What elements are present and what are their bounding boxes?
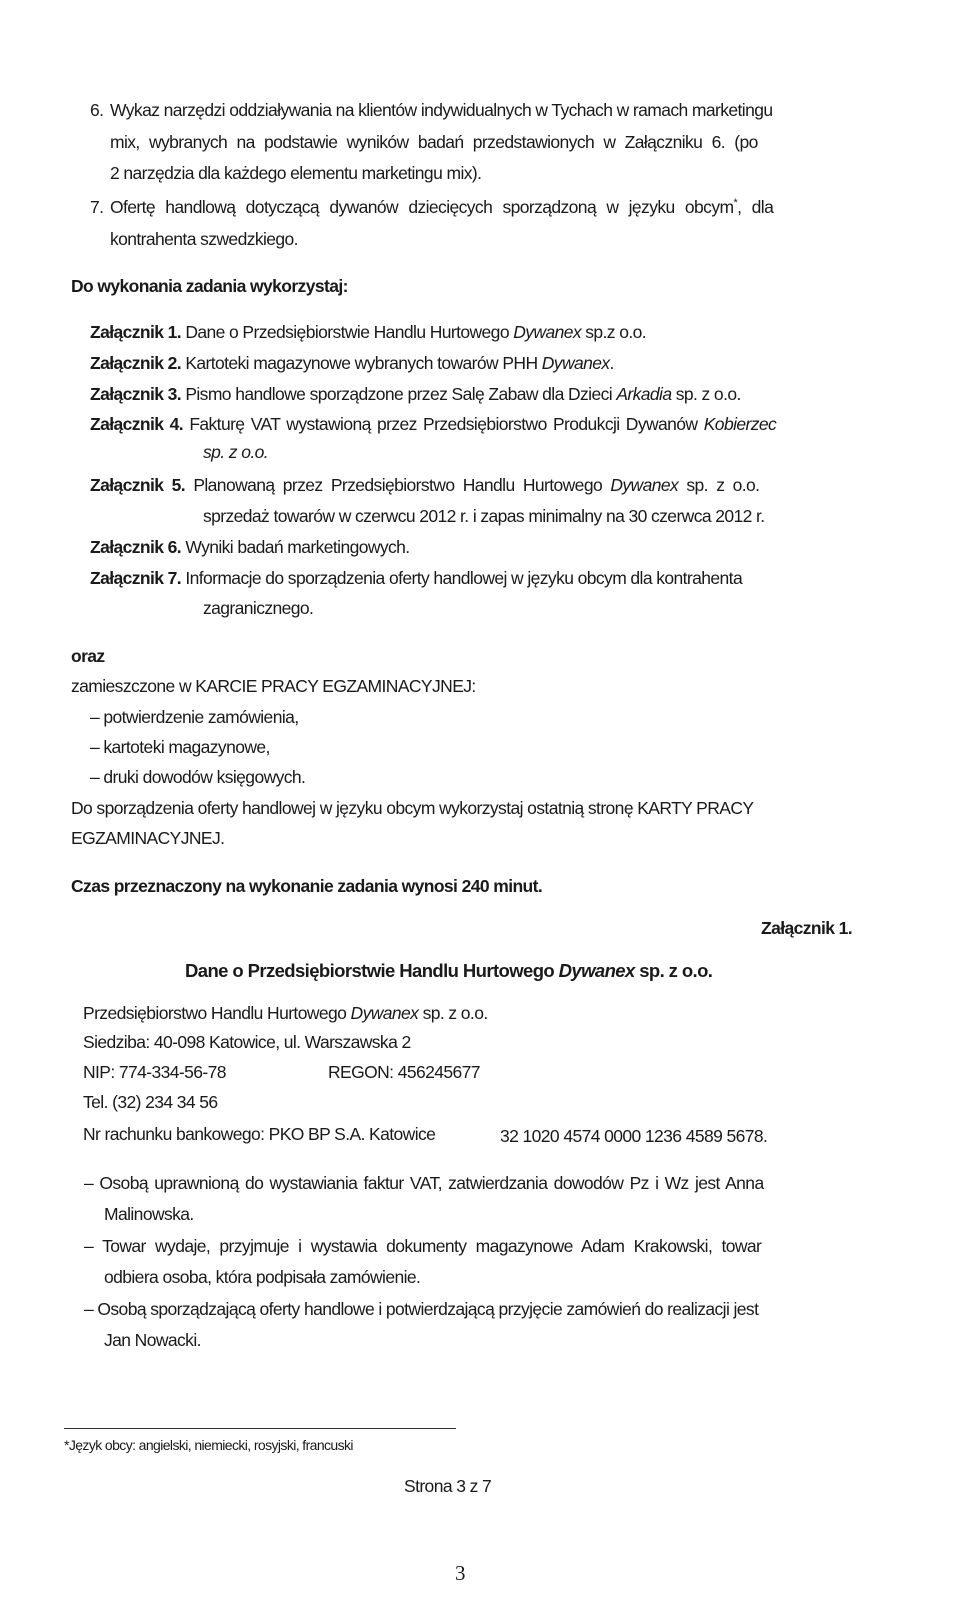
role-item-continuation: Jan Nowacki. xyxy=(104,1330,201,1350)
attachment-text: sp. z o.o. xyxy=(678,475,760,495)
attachment-text: sp.z o.o. xyxy=(581,322,647,342)
role-item-continuation: Malinowska. xyxy=(104,1204,194,1224)
offer-instruction: EGZAMINACYJNEJ. xyxy=(71,828,225,848)
attachment-title-part: sp. z o.o. xyxy=(634,960,713,981)
page-number: 3 xyxy=(455,1561,466,1585)
card-item: – kartoteki magazynowe, xyxy=(90,737,270,757)
attachment-title xyxy=(185,960,712,982)
attachment-item xyxy=(90,537,410,558)
role-item-continuation: odbiera osoba, która podpisała zamówienie. xyxy=(104,1267,421,1287)
list-item-text: mix, wybranych na podstawie wyników badań przedstawionych w Załączniku 6. (po xyxy=(110,132,758,152)
time-note: Czas przeznaczony na wykonanie zadania wynosi 240 minut. xyxy=(71,876,543,896)
attachment-text: Wyniki badań marketingowych. xyxy=(185,537,410,557)
company-address: Siedziba: 40-098 Katowice, ul. Warszawska 2 xyxy=(83,1032,411,1052)
attachment-text: Fakturę VAT wystawioną przez Przedsiębiorstwo Produkcji Dywanów xyxy=(189,414,704,434)
resources-heading: Do wykonania zadania wykorzystaj: xyxy=(71,276,348,296)
bank-account-label: Nr rachunku bankowego: PKO BP S.A. Katowice xyxy=(83,1124,436,1144)
footnote-divider xyxy=(64,1428,456,1429)
attachment-text: Planowaną przez Przedsiębiorstwo Handlu Hurtowego xyxy=(193,475,611,495)
attachment-label: Załącznik 5. xyxy=(90,475,186,495)
attachment-text: Informacje do sporządzenia oferty handlowej w języku obcym dla kontrahenta xyxy=(185,568,743,588)
attachment-text: Dane o Przedsiębiorstwie Handlu Hurtowego xyxy=(185,322,514,342)
card-intro: zamieszczone w KARCIE PRACY EGZAMINACYJNEJ: xyxy=(71,676,476,696)
page-label: Strona 3 z 7 xyxy=(404,1476,492,1496)
company-name-part: sp. z o.o. xyxy=(418,1003,488,1023)
card-item: – potwierdzenie zamówienia, xyxy=(90,707,299,727)
list-item-text: 2 narzędzia dla każdego elementu marketingu mix). xyxy=(110,163,482,183)
attachment-company: Dywanex xyxy=(513,322,581,342)
role-item: – Towar wydaje, przyjmuje i wystawia dokumenty magazynowe Adam Krakowski, towar xyxy=(84,1236,762,1256)
list-item-text: Wykaz narzędzi oddziaływania na klientów indywidualnych w Tychach w ramach marketingu xyxy=(110,100,773,120)
company-regon: REGON: 456245677 xyxy=(328,1062,480,1082)
attachment-item xyxy=(90,322,646,343)
attachment-label: Załącznik 2. xyxy=(90,353,182,373)
list-item-text xyxy=(110,197,773,218)
attachment-continuation: sp. z o.o. xyxy=(203,442,269,462)
attachment-company: Dywanex xyxy=(541,353,610,373)
attachment-company: Dywanex xyxy=(610,475,679,495)
company-name xyxy=(83,1003,488,1024)
role-item: – Osobą uprawnioną do wystawiania faktur VAT, zatwierdzania dowodów Pz i Wz jest Anna xyxy=(84,1173,764,1193)
attachment-label: Załącznik 1. xyxy=(761,918,853,938)
attachment-label: Załącznik 4. xyxy=(90,414,184,434)
attachment-title-part: Dane o Przedsiębiorstwie Handlu Hurtowego xyxy=(185,960,559,981)
attachment-text: . xyxy=(609,353,614,373)
attachment-label: Załącznik 1. xyxy=(90,322,182,342)
company-name-part: Przedsiębiorstwo Handlu Hurtowego xyxy=(83,1003,351,1023)
attachment-company: Kobierzec xyxy=(703,414,777,434)
attachment-item xyxy=(90,353,614,374)
attachment-company: Arkadia xyxy=(616,384,672,404)
attachment-item xyxy=(90,475,759,496)
attachment-item xyxy=(90,568,742,589)
attachment-text: Pismo handlowe sporządzone przez Salę Zabaw dla Dzieci xyxy=(185,384,617,404)
oraz-label: oraz xyxy=(71,646,105,666)
attachment-continuation: sprzedaż towarów w czerwcu 2012 r. i zapas minimalny na 30 czerwca 2012 r. xyxy=(203,506,765,526)
company-name-italic: Dywanex xyxy=(350,1003,419,1023)
card-item: – druki dowodów księgowych. xyxy=(90,767,306,787)
company-phone: Tel. (32) 234 34 56 xyxy=(83,1092,218,1112)
role-item: – Osobą sporządzającą oferty handlowe i potwierdzającą przyjęcie zamówień do realizacji jest xyxy=(84,1299,759,1319)
attachment-label: Załącznik 7. xyxy=(90,568,182,588)
list-item-number: 6. xyxy=(90,100,104,120)
attachment-label: Załącznik 6. xyxy=(90,537,182,557)
attachment-item xyxy=(90,414,776,435)
footnote-marker: * xyxy=(733,197,738,210)
list-item-text-part: Ofertę handlową dotyczącą dywanów dziecięcych sporządzoną w języku obcym xyxy=(110,197,734,217)
attachment-text: sp. z o.o. xyxy=(671,384,741,404)
list-item-number: 7. xyxy=(90,197,104,217)
list-item-text-part: , dla xyxy=(737,197,774,217)
offer-instruction: Do sporządzenia oferty handlowej w języku obcym wykorzystaj ostatnią stronę KARTY PRACY xyxy=(71,798,754,818)
attachment-title-company: Dywanex xyxy=(558,960,635,981)
company-nip: NIP: 774-334-56-78 xyxy=(83,1062,226,1082)
attachment-label: Załącznik 3. xyxy=(90,384,182,404)
list-item-text: kontrahenta szwedzkiego. xyxy=(110,229,298,249)
attachment-item xyxy=(90,384,741,405)
bank-account-number: 32 1020 4574 0000 1236 4589 5678. xyxy=(500,1126,768,1146)
attachment-continuation: zagranicznego. xyxy=(203,598,314,618)
attachment-text: Kartoteki magazynowe wybranych towarów PHH xyxy=(185,353,542,373)
footnote: *Język obcy: angielski, niemiecki, rosyjski, francuski xyxy=(64,1437,353,1453)
